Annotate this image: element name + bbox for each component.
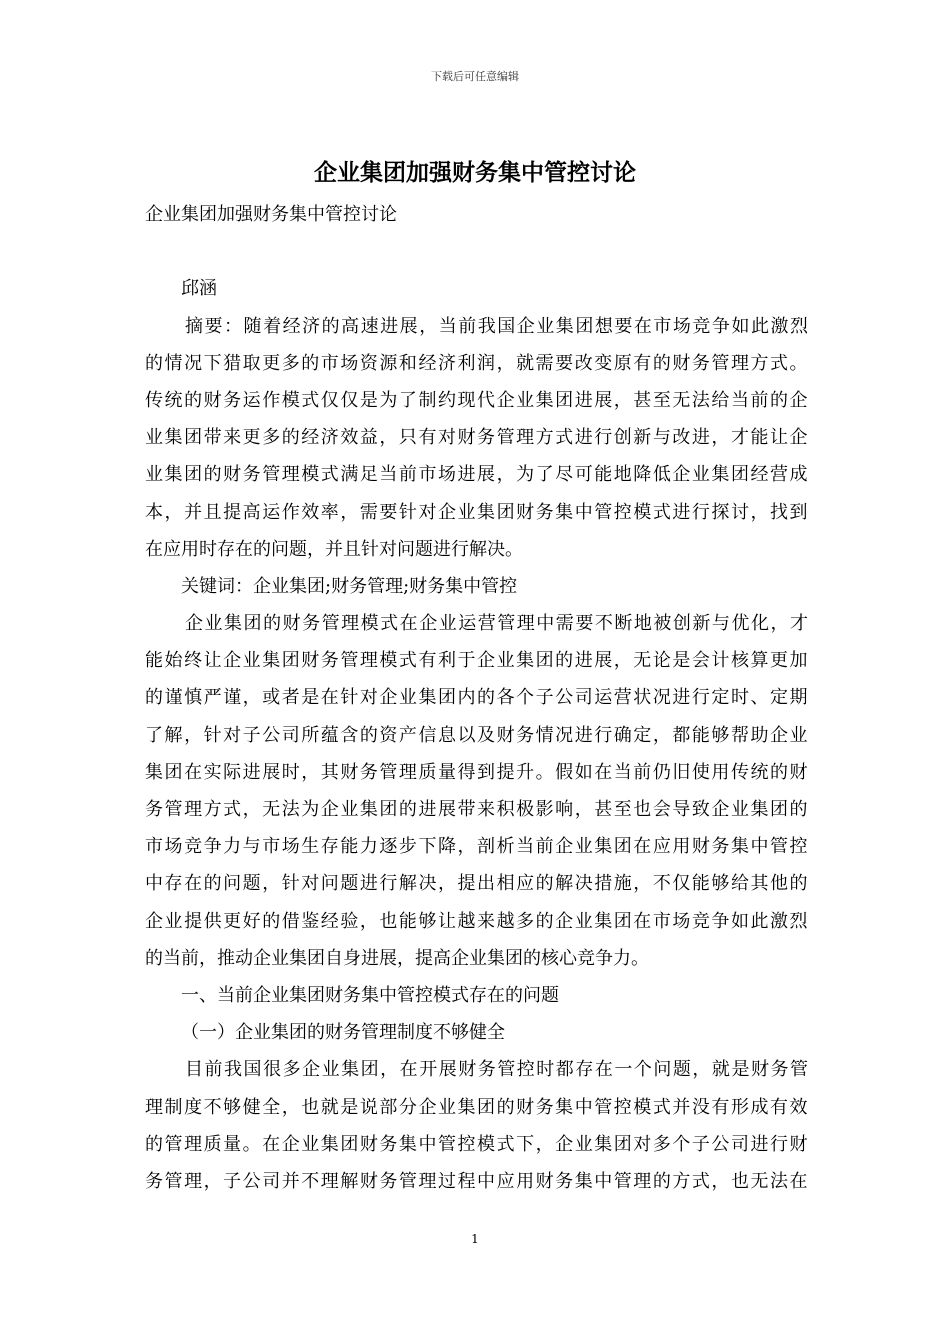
spacer [145, 233, 808, 270]
document-title: 企业集团加强财务集中管控讨论 [314, 159, 636, 186]
paragraph-line: 的 管 理 质 量 。 在 企 业 集 团 财 务 集 中 管 控 模 式 下 ， 企 业 集 团 对 多 个 子 公 司 进 行 财 [145, 1133, 808, 1155]
abstract-line: 业 集 团 带 来 更 多 的 经 济 效 益 ， 只 有 对 财 务 管 理 方 式 进 行 创 新 与 改 进 ， 才 能 让 企 [145, 427, 808, 449]
paragraph-line: 中 存 在 的 问 题 ， 针 对 问 题 进 行 解 决 ， 提 出 相 应 的 解 决 措 施 ， 不 仅 能 够 给 其 他 的 [145, 873, 808, 895]
abstract-line: 的 情 况 下 猎 取 更 多 的 市 场 资 源 和 经 济 利 润 ， 就 需 要 改 变 原 有 的 财 务 管 理 方 式 。 [145, 352, 808, 374]
abstract-line: 本 ， 并 且 提 高 运 作 效 率 ， 需 要 针 对 企 业 集 团 财 务 集 中 管 控 模 式 进 行 探 讨 ， 找 到 [145, 501, 808, 523]
abstract-line: 业 集 团 的 财 务 管 理 模 式 满 足 当 前 市 场 进 展 ， 为 了 尽 可 能 地 降 低 企 业 集 团 经 营 成 [145, 464, 808, 486]
paragraph-line: 企 业 集 团 的 财 务 管 理 模 式 在 企 业 运 营 管 理 中 需 要 不 断 地 被 创 新 与 优 化 ， 才 [185, 613, 808, 635]
abstract [145, 308, 808, 568]
paragraph-line: 市 场 竞 争 力 与 市 场 生 存 能 力 逐 步 下 降 ， 剖 析 当 前 企 业 集 团 在 应 用 财 务 集 中 管 控 [145, 836, 808, 858]
abstract-line: 传 统 的 财 务 运 作 模 式 仅 仅 是 为 了 制 约 现 代 企 业 集 团 进 展 ， 甚 至 无 法 给 当 前 的 企 [145, 389, 808, 411]
subsection-heading: （一）企业集团的财务管理制度不够健全 [181, 1022, 505, 1044]
abstract-line: 在应用时存在的问题，并且针对问题进行解决。 [145, 538, 523, 560]
paragraph-line: 务 管 理 ， 子 公 司 并 不 理 解 财 务 管 理 过 程 中 应 用 财 务 集 中 管 理 的 方 式 ， 也 无 法 在 [145, 1170, 808, 1192]
document-body [145, 196, 808, 1200]
section-heading: 一、当前企业集团财务集中管控模式存在的问题 [181, 984, 559, 1006]
page-header: 下载后可任意编辑 [431, 70, 519, 83]
paragraph-line: 的当前，推动企业集团自身进展，提高企业集团的核心竞争力。 [145, 947, 649, 969]
paragraph-line: 务 管 理 方 式 ， 无 法 为 企 业 集 团 的 进 展 带 来 积 极 影 响 ， 甚 至 也 会 导 致 企 业 集 团 的 [145, 799, 808, 820]
section-paragraph [145, 1051, 808, 1200]
paragraph-line: 目 前 我 国 很 多 企 业 集 团 ， 在 开 展 财 务 管 控 时 都 存 在 一 个 问 题 ， 就 是 财 务 管 [185, 1059, 808, 1081]
paragraph-line: 理 制 度 不 够 健 全 ， 也 就 是 说 部 分 企 业 集 团 的 财 务 集 中 管 控 模 式 并 没 有 形 成 有 效 [145, 1096, 808, 1118]
page-number: 1 [471, 1232, 479, 1246]
abstract-line: 摘 要 ： 随 着 经 济 的 高 速 进 展 ， 当 前 我 国 企 业 集 团 想 要 在 市 场 竞 争 如 此 激 烈 [185, 315, 808, 337]
paragraph-line: 了 解 ， 针 对 子 公 司 所 蕴 含 的 资 产 信 息 以 及 财 务 情 况 进 行 确 定 ， 都 能 够 帮 助 企 业 [145, 724, 808, 746]
author: 邱涵 [181, 278, 217, 300]
subtitle: 企业集团加强财务集中管控讨论 [145, 204, 397, 225]
paragraph-line: 企 业 提 供 更 好 的 借 鉴 经 验 ， 也 能 够 让 越 来 越 多 的 企 业 集 团 在 市 场 竞 争 如 此 激 烈 [145, 910, 808, 932]
keywords: 关键词：企业集团;财务管理;财务集中管控 [181, 575, 518, 597]
paragraph-line: 的 谨 慎 严 谨 ， 或 者 是 在 针 对 企 业 集 团 内 的 各 个 子 公 司 运 营 状 况 进 行 定 时 、 定 期 [145, 687, 808, 709]
intro-paragraph [145, 605, 808, 977]
paragraph-line: 能 始 终 让 企 业 集 团 财 务 管 理 模 式 有 利 于 企 业 集 团 的 进 展 ， 无 论 是 会 计 核 算 更 加 [145, 650, 808, 672]
paragraph-line: 集 团 在 实 际 进 展 时 ， 其 财 务 管 理 质 量 得 到 提 升 。 假 如 在 当 前 仍 旧 使 用 传 统 的 财 [145, 761, 808, 783]
